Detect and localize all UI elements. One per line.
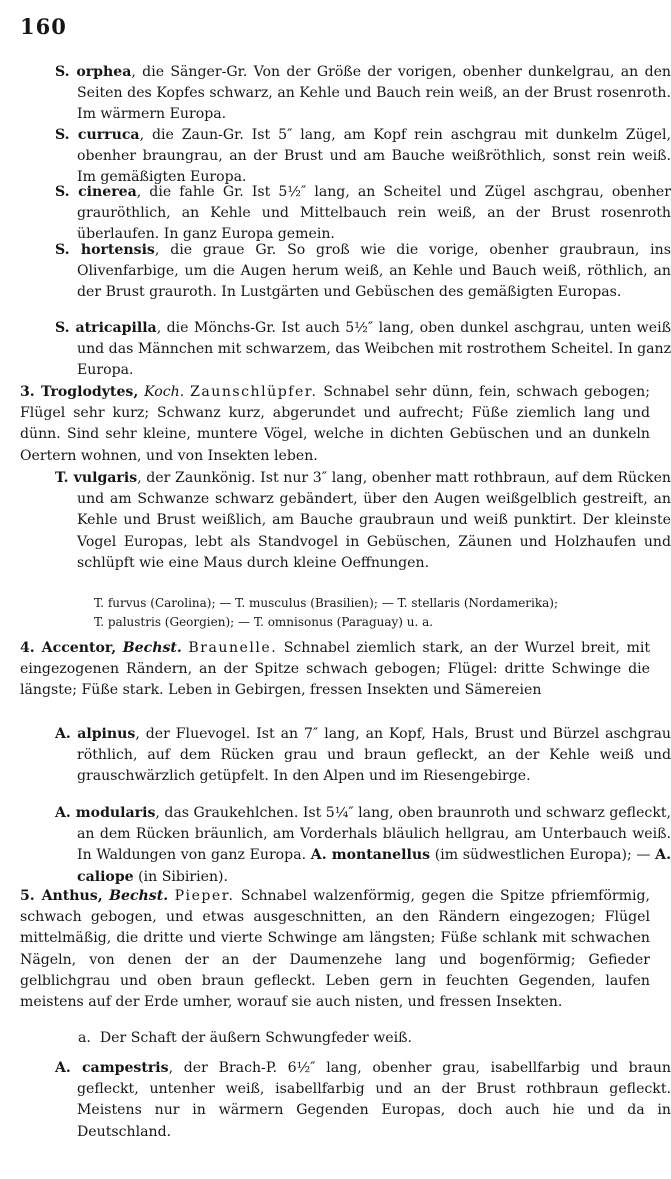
species-name: A. modularis [55,805,156,821]
species-text: , die Zaun-Gr. Ist 5″ lang, am Kopf rein aschgrau mit dunkelm Zügel, obenher braungrau, an der Brust und am Bauche weißröthlich, sonst rein weiß. Im gemäßigten Europa. [77,127,671,186]
species-entry-hortensis [55,240,671,304]
species-entry-vulgaris [55,468,671,574]
genus-anthus [20,886,650,1013]
genus-accentor [20,638,650,702]
species-text: , die Mönchs-Gr. Ist auch 5½″ lang, oben dunkel aschgrau, unten weiß und das Männchen mit schwarzem, das Weibchen mit rostrothem Scheitel. In ganz Europa. [77,320,671,379]
species-name: S. atricapilla [55,320,157,336]
genus-heading: 4. Accentor, [20,640,117,656]
species-text: , der Brach-P. 6½″ lang, obenher grau, isabellfarbig und braun gefleckt, untenher weiß, isabellfarbig und an der Brust rothbraun gefleckt. Meistens nur in wärmern Gegenden Europas, doch auch hie und da in Deutschland. [77,1060,671,1140]
genus-author: Bechst. [122,640,182,656]
genus-author: Koch. [144,384,185,400]
species-entry-orphea [55,62,671,126]
genus-description: Schnabel sehr dünn, fein, schwach gebogen; Flügel sehr kurz; Schwanz kurz, abgerundet und aufrecht; Füße ziemlich lang und dünn. Sind sehr kleine, muntere Vögel, welche in dichten Gebüschen und an dunkeln Oertern wohnen, und von Insekten leben. [20,384,651,464]
genus-author: Bechst. [109,888,169,904]
genus-description: Schnabel walzenförmig, gegen die Spitze pfriemförmig, schwach gebogen, und etwas ausgeschnitten, an den Rändern eingezogen; Flügel mittelmäßig, die dritte und vierte Schwinge am längsten; Füße schlank mit schwachen Nägeln, von denen der an der Daumenzehe lang und bogenförmig; Gefieder gelblichgrau und oben braun gefleckt. Leben gern in feuchten Gegenden, laufen meistens auf der Erde umher, worauf sie auch nisten, und fressen Insekten. [20,888,650,1011]
footnote-line: T. furvus (Carolina); — T. musculus (Brasilien); — T. stellaris (Nordamerika); [94,596,559,610]
species-name: S. curruca [55,127,140,143]
species-entry-curruca [55,125,671,189]
genus-heading: 5. Anthus, [20,888,103,904]
species-text: (im südwestlichen Europa); — [430,847,656,864]
species-text: , die Sänger-Gr. Von der Größe der vorigen, obenher dunkelgrau, an den Seiten des Kopfes schwarz, an Kehle und Bauch rein weiß, an der Brust rosenroth. Im wärmern Europa. [77,64,671,123]
species-name: A. montanellus [310,847,431,864]
subsection-note [78,1028,648,1049]
genus-german-name: Braunelle. [188,640,278,656]
species-name: S. hortensis [55,242,155,258]
genus-description: Schnabel ziemlich stark, an der Wurzel breit, mit eingezogenen Rändern, an der Spitze schwach gebogen; Flügel: dritte Schwinge die längste; Füße stark. Leben in Gebirgen, fressen Insekten und Sämereien [20,640,651,699]
species-name: T. vulgaris [55,470,138,486]
species-text: , der Zaunkönig. Ist nur 3″ lang, obenher matt rothbraun, auf dem Rücken und am Schwanze schwarz gebändert, über den Augen weißgelblich gestreift, an Kehle und Brust weißlich, am Bauche graubraun und weiß punktirt. Der kleinste Vogel Europas, lebt als Standvogel in Gebüschen, Zäunen und Holzhaufen und schlüpft wie eine Maus durch kleine Oeffnungen. [77,470,671,571]
species-text: , die fahle Gr. Ist 5½″ lang, an Scheitel und Zügel aschgrau, obenher grauröthlich, an Kehle und Mittelbauch rein weiß, an der Brust rosenroth überlaufen. In ganz Europa gemein. [77,184,671,243]
species-name: A. caliope [77,847,671,885]
footnote-line: T. palustris (Georgien); — T. omnisonus (Paraguay) u. a. [94,615,434,629]
species-entry-alpinus [55,724,671,788]
species-entry-campestris [55,1058,671,1143]
species-entry-cinerea [55,182,671,246]
subsection-label: a. [78,1030,91,1046]
species-name: A. alpinus [55,726,136,742]
species-text: , die graue Gr. So groß wie die vorige, obenher graubraun, ins Olivenfarbige, um die Augen herum weiß, an Kehle und Bauch weiß, röthlich, an der Brust grauroth. In Lustgärten und Gebüschen des gemäßigten Europas. [77,242,671,301]
species-text: (in Sibirien). [133,868,229,885]
species-entry-atricapilla [55,318,671,382]
species-name: S. cinerea [55,184,137,200]
species-text: , der Fluevogel. Ist an 7″ lang, an Kopf, Hals, Brust und Bürzel aschgrau röthlich, auf dem Rücken grau und braun gefleckt, an der Kehle weiß und grauschwärzlich getüpfelt. In den Alpen und im Riesengebirge. [77,726,671,785]
genus-heading: 3. Troglodytes, [20,384,139,400]
genus-troglodytes [20,382,650,467]
subsection-text: Der Schaft der äußern Schwungfeder weiß. [99,1030,413,1046]
genus-german-name: Pieper. [174,888,235,904]
species-name: A. campestris [55,1060,169,1076]
page-number: 160 [20,14,67,39]
genus-german-name: Zaunschlüpfer. [190,384,318,400]
species-entry-modularis [55,803,671,888]
species-text: , das Graukehlchen. Ist 5¼″ lang, oben braunroth und schwarz gefleckt, an dem Rücken bräunlich, am Vorderhals bläulich hellgrau, am Unterbauch weiß. In Waldungen von ganz Europa. [77,805,671,864]
species-name: S. orphea [55,64,132,80]
